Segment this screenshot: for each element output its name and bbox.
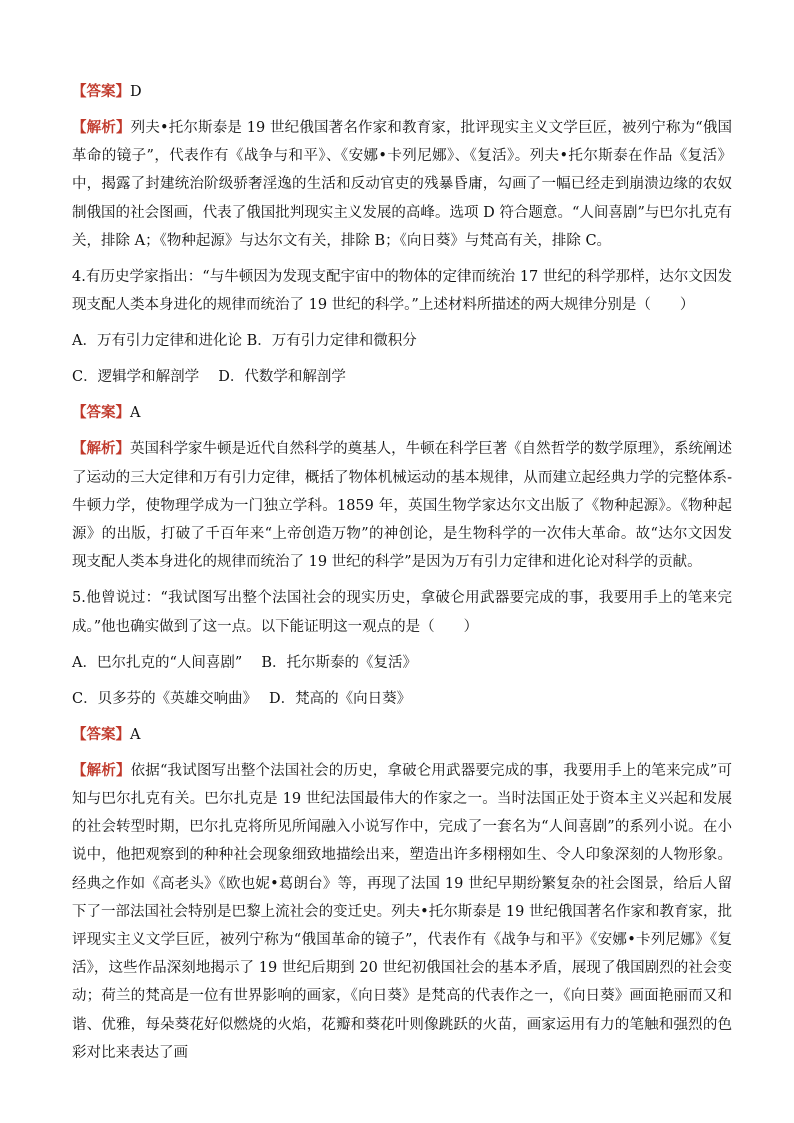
answer-line xyxy=(72,78,732,106)
answer-value: A xyxy=(130,405,141,422)
answer-line xyxy=(72,399,732,427)
answer-line xyxy=(72,721,732,749)
question-5-options-cd: C．贝多芬的《英雄交响曲》 D．梵高的《向日葵》 xyxy=(72,690,412,707)
analysis-text: 英国科学家牛顿是近代自然科学的奠基人，牛顿在科学巨著《自然哲学的数学原理》，系统阐述了运动的三大定律和万有引力定律，概括了物体机械运动的基本规律，从而建立起经典力学的完整体系-牛顿力学，使物理学成为一门独立学科。1859 年，英国生物学家达尔文出版了《物种起源》。《物种起源》的出版，打破了千百年来“上帝创造万物”的神创论，是生物科学的一次伟大革命。故“达尔文因发现支配人类本身进化的规律而统治了 19 世纪的科学”是因为万有引力定律和进化论对科学的贡献。 xyxy=(72,441,733,571)
answer-tag: 【答案】 xyxy=(72,725,130,743)
question-5-options-ab: A．巴尔扎克的“人间喜剧” B．托尔斯泰的《复活》 xyxy=(72,654,418,671)
answer-tag: 【答案】 xyxy=(72,83,130,100)
question-4: 4.有历史学家指出：“与牛顿因为发现支配宇宙中的物体的定律而统治 17 世纪的科学那样，达尔文因发现支配人类本身进化的规律而统治了 19 世纪的科学。”上述材料所描述的两大规律分别是（ ） xyxy=(72,269,732,314)
answer-value: A xyxy=(130,726,141,743)
analysis-paragraph xyxy=(72,435,732,576)
answer-value: D xyxy=(130,84,142,100)
analysis-paragraph xyxy=(72,757,732,1067)
analysis-text: 列夫•托尔斯泰是 19 世纪俄国著名作家和教育家，批评现实主义文学巨匠，被列宁称为“俄国革命的镜子”，代表作有《战争与和平》、《安娜•卡列尼娜》、《复活》。列夫•托尔斯泰在作品《复活》中，揭露了封建统治阶级骄奢淫逸的生活和反动官吏的残暴昏庸，勾画了一幅已经走到崩溃边缘的农奴制俄国的社会图画，代表了俄国批判现实主义发展的高峰。选项 D 符合题意。“人间喜剧”与巴尔扎克有关，排除 A；《物种起源》与达尔文有关，排除 B；《向日葵》与梵高有关，排除 C。 xyxy=(72,120,732,249)
question-5: 5.他曾说过：“我试图写出整个法国社会的现实历史，拿破仑用武器要完成的事，我要用手上的笔来完成。”他也确实做到了这一点。以下能证明这一观点的是（ ） xyxy=(72,590,732,635)
analysis-text: 依据“我试图写出整个法国社会的历史，拿破仑用武器要完成的事，我要用手上的笔来完成”可知与巴尔扎克有关。巴尔扎克是 19 世纪法国最伟大的作家之一。当时法国正处于资本主义兴起和发展的社会转型时期，巴尔扎克将所见所闻融入小说写作中，完成了一套名为“人间喜剧”的系列小说。在小说中，他把观察到的种种社会现象细致地描绘出来，塑造出许多栩栩如生、令人印象深刻的人物形象。经典之作如《高老头》《欧也妮•葛朗台》等，再现了法国 19 世纪早期纷繁复杂的社会图景，给后人留下了一部法国社会特别是巴黎上流社会的变迁史。列夫•托尔斯泰是 19 世纪俄国著名作家和教育家，批评现实主义文学巨匠，被列宁称为“俄国革命的镜子”，代表作有《战争与和平》《安娜•卡列尼娜》《复活》，这些作品深刻地揭示了 19 世纪后期到 20 世纪初俄国社会的基本矛盾，展现了俄国剧烈的社会变动；荷兰的梵高是一位有世界影响的画家，《向日葵》是梵高的代表作之一，《向日葵》画面艳丽而又和谐、优雅，每朵葵花好似燃烧的火焰，花瓣和葵花叶则像跳跃的火苗，画家运用有力的笔触和强烈的色彩对比来表达了画 xyxy=(72,762,732,1061)
question-4-options-ab: A．万有引力定律和进化论 B．万有引力定律和微积分 xyxy=(72,333,417,350)
analysis-tag: 【解析】 xyxy=(72,119,131,136)
analysis-tag: 【解析】 xyxy=(72,761,131,779)
document-page xyxy=(72,78,732,1075)
answer-tag: 【答案】 xyxy=(72,404,130,422)
question-4-options-cd: C．逻辑学和解剖学 D．代数学和解剖学 xyxy=(72,369,346,386)
analysis-paragraph xyxy=(72,114,732,255)
analysis-tag: 【解析】 xyxy=(72,440,131,458)
